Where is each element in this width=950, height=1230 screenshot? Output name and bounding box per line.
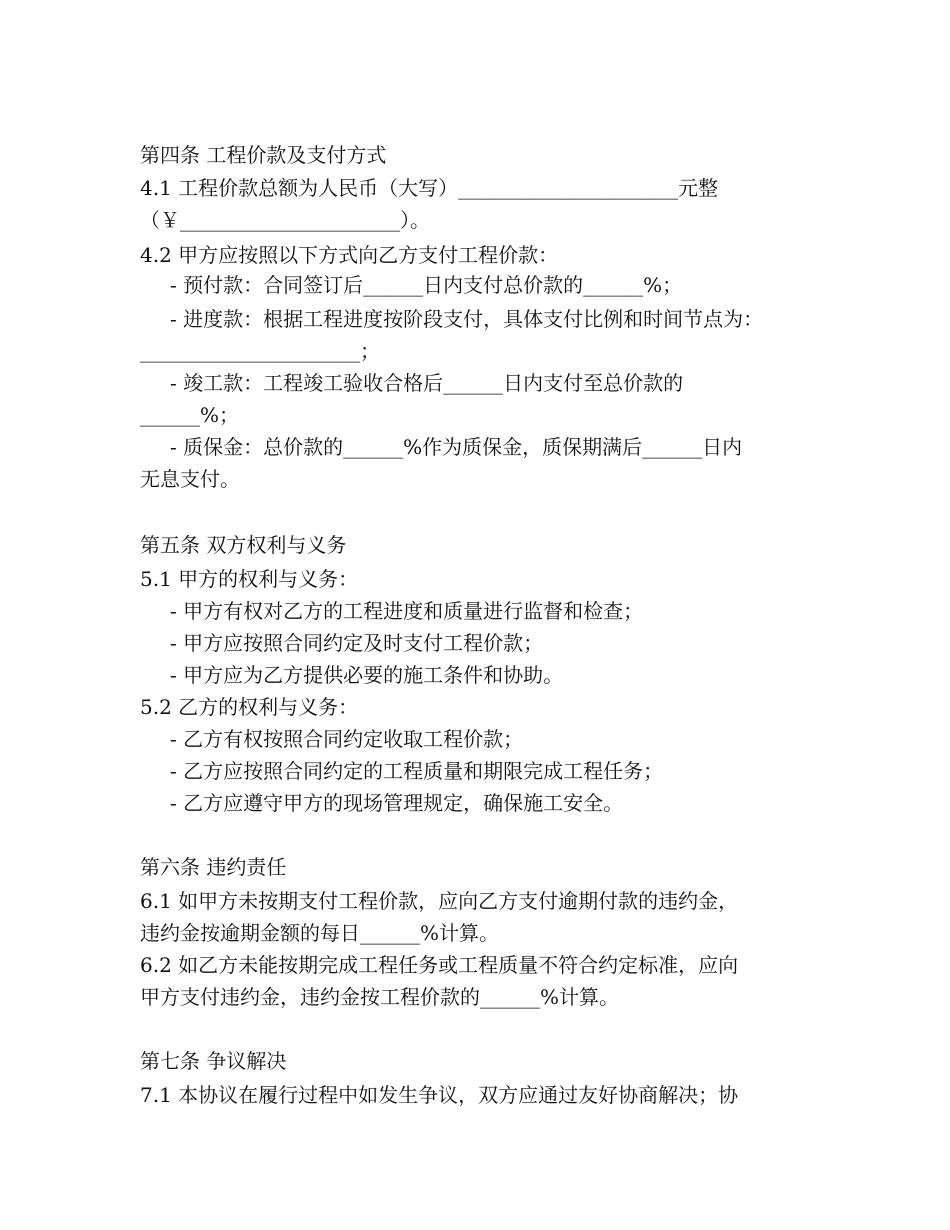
clause-6-2-cont: 甲方支付违约金，违约金按工程价款的______%计算。 bbox=[140, 985, 620, 1009]
clause-6-1-cont: 违约金按逾期金额的每日______%计算。 bbox=[140, 921, 500, 945]
article-5-heading: 第五条 双方权利与义务 bbox=[140, 533, 347, 557]
clause-4-1-cont: （￥______________________）。 bbox=[140, 208, 430, 232]
article-6-heading: 第六条 违约责任 bbox=[140, 855, 287, 879]
clause-4-2-completion: - 竣工款：工程竣工验收合格后______日内支付至总价款的 bbox=[170, 371, 684, 395]
clause-4-2-prepayment: - 预付款：合同签订后______日内支付总价款的______%； bbox=[170, 273, 683, 297]
clause-4-2-warranty-cont: 无息支付。 bbox=[140, 467, 240, 491]
clause-5-2-item-1: - 乙方有权按照合同约定收取工程价款； bbox=[170, 727, 524, 751]
clause-5-2-item-3: - 乙方应遵守甲方的现场管理规定，确保施工安全。 bbox=[170, 791, 624, 815]
clause-4-2: 4.2 甲方应按照以下方式向乙方支付工程价款： bbox=[140, 243, 559, 267]
clause-6-1: 6.1 如甲方未按期支付工程价款，应向乙方支付逾期付款的违约金， bbox=[140, 889, 739, 913]
clause-4-2-progress: - 进度款：根据工程进度按阶段支付，具体支付比例和时间节点为： bbox=[170, 307, 764, 331]
clause-5-1-item-3: - 甲方应为乙方提供必要的施工条件和协助。 bbox=[170, 663, 564, 687]
clause-4-2-warranty: - 质保金：总价款的______%作为质保金，质保期满后______日内 bbox=[170, 435, 743, 459]
clause-4-2-progress-cont: ______________________； bbox=[140, 339, 380, 363]
clause-7-1: 7.1 本协议在履行过程中如发生争议，双方应通过友好协商解决；协 bbox=[140, 1083, 739, 1107]
article-7-heading: 第七条 争议解决 bbox=[140, 1049, 287, 1073]
clause-5-2: 5.2 乙方的权利与义务： bbox=[140, 695, 359, 719]
article-4-heading: 第四条 工程价款及支付方式 bbox=[140, 143, 387, 167]
clause-4-2-completion-cont: ______%； bbox=[140, 403, 240, 427]
clause-5-1-item-2: - 甲方应按照合同约定及时支付工程价款； bbox=[170, 631, 544, 655]
clause-5-1: 5.1 甲方的权利与义务： bbox=[140, 567, 359, 591]
clause-6-2: 6.2 如乙方未能按期完成工程任务或工程质量不符合约定标准，应向 bbox=[140, 953, 739, 977]
clause-5-1-item-1: - 甲方有权对乙方的工程进度和质量进行监督和检查； bbox=[170, 599, 644, 623]
clause-4-1: 4.1 工程价款总额为人民币（大写）______________________元整 bbox=[140, 176, 719, 200]
clause-5-2-item-2: - 乙方应按照合同约定的工程质量和期限完成工程任务； bbox=[170, 759, 664, 783]
